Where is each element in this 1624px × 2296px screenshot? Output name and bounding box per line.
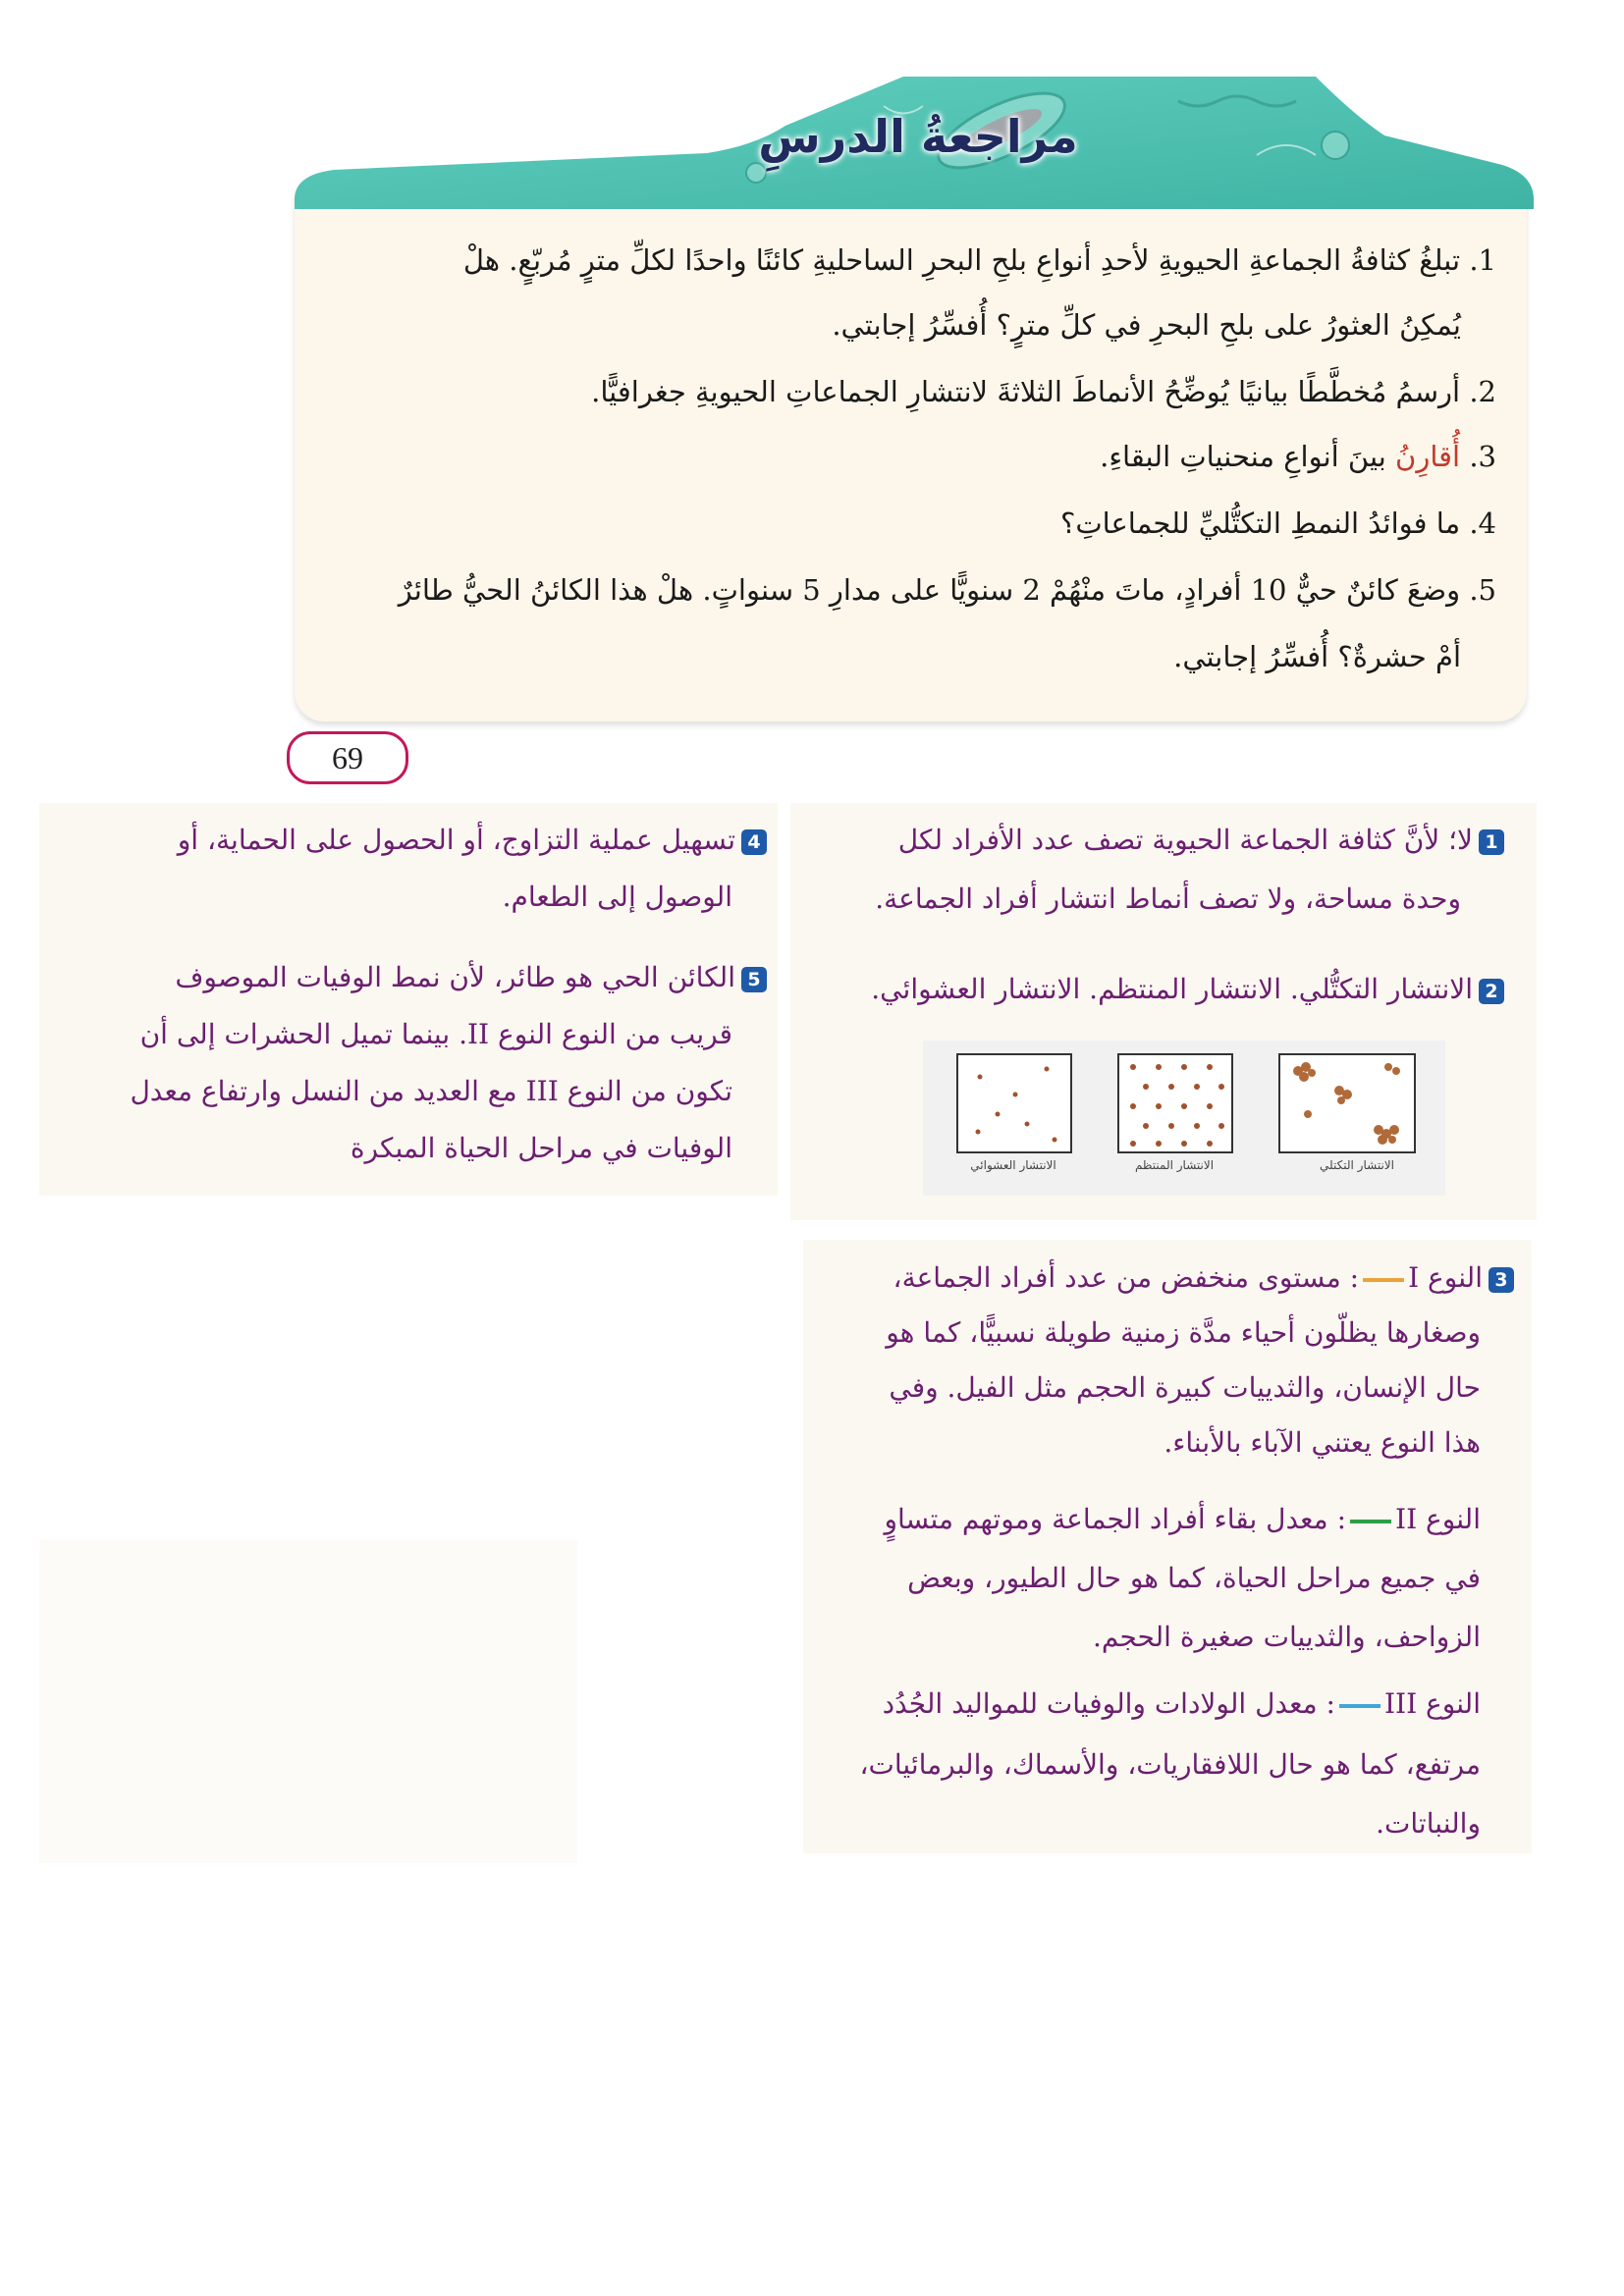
answer-5-line-2: قريب من النوع النوع II. بينما تميل الحشرات إلى أن (139, 1018, 732, 1050)
type-3-line-3: والنباتات. (1376, 1807, 1481, 1840)
answer-3-type-3 (883, 1681, 1481, 1728)
clumped-distribution-box (1278, 1053, 1416, 1153)
answer-4-line-1: تسهيل عملية التزاوج، أو الحصول على الحماية، أو (177, 824, 735, 856)
question-3-number: 3. (1469, 440, 1496, 473)
type-1-line-icon (1363, 1278, 1404, 1282)
answer-5 (175, 954, 767, 1001)
answer-4-badge: 4 (741, 829, 767, 855)
uniform-distribution-box (1117, 1053, 1233, 1153)
answer-5-badge: 5 (741, 967, 767, 992)
blank-panel (39, 1539, 577, 1863)
answer-1-line-1: لا؛ لأنَّ كثافة الجماعة الحيوية تصف عدد الأفراد لكل (897, 824, 1473, 856)
review-title: مراجعةُ الدرسِ (758, 110, 1078, 163)
clumped-label: الانتشار التكتلي (1320, 1158, 1394, 1172)
question-3 (1100, 424, 1496, 489)
type-3-line-icon (1339, 1704, 1380, 1708)
answer-3-type-2 (885, 1496, 1482, 1543)
answer-1 (898, 817, 1504, 864)
type-1-line-2: وصغارها يظلّون أحياء مدَّة زمنية طويلة نسبيًّا، كما هو (886, 1316, 1481, 1349)
question-1-line-1: تبلغُ كثافةُ الجماعةِ الحيويةِ لأحدِ أنواعِ بلحِ البحرِ الساحليةِ كائنًا واحدًا لكلِّ مترٍ مُربّعٍ. هلْ (462, 243, 1461, 277)
random-distribution-box (956, 1053, 1072, 1153)
answer-4 (178, 817, 767, 864)
type-2-line-1: : معدل بقاء أفراد الجماعة وموتهم متساوٍ (884, 1503, 1347, 1535)
uniform-label: الانتشار المنتظم (1134, 1158, 1215, 1172)
question-2-text: أرسمُ مُخطَّطًا بيانيًا يُوضِّحُ الأنماطَ الثلاثةَ لانتشارِ الجماعاتِ الحيويةِ جغرافيًّا. (591, 375, 1461, 408)
question-3-accent: أُقارِنُ (1395, 440, 1461, 473)
random-dots (958, 1055, 1070, 1151)
question-2 (591, 359, 1496, 424)
answer-3-badge: 3 (1489, 1267, 1514, 1293)
type-1-line-3: حال الإنسان، والثدييات كبيرة الحجم مثل الفيل. وفي (889, 1371, 1481, 1404)
question-1-line-2: يُمكِنُ العثورُ على بلحِ البحرِ في كلِّ مترٍ؟ أُفسِّرُ إجابتي. (832, 308, 1461, 342)
answer-2-badge: 2 (1479, 979, 1504, 1004)
answer-1-line-2: وحدة مساحة، ولا تصف أنماط انتشار أفراد الجماعة. (875, 882, 1461, 915)
random-label: الانتشار العشوائي (970, 1158, 1056, 1172)
answer-5-line-4: الوفيات في مراحل الحياة المبكرة (350, 1132, 732, 1164)
type-2-line-2: في جميع مراحل الحياة، كما هو حال الطيور، وبعض (907, 1562, 1481, 1594)
question-1-number: 1. (1469, 243, 1496, 277)
answer-2-text: الانتشار التكتُّلي. الانتشار المنتظم. الانتشار العشوائي. (871, 973, 1473, 1005)
question-2-number: 2. (1469, 375, 1496, 408)
question-5 (399, 558, 1496, 622)
type-1-line-1: : مستوى منخفض من عدد أفراد الجماعة، (893, 1261, 1360, 1294)
answer-1-badge: 1 (1479, 829, 1504, 855)
clumped-dots (1280, 1055, 1414, 1151)
distribution-patterns-figure (923, 1041, 1445, 1196)
answer-4-line-2: الوصول إلى الطعام. (502, 881, 732, 913)
answer-5-line-3: تكون من النوع III مع العديد من النسل وارتفاع معدل (130, 1075, 732, 1107)
type-2-label: النوع II (1395, 1503, 1481, 1535)
answer-3-type-1 (893, 1255, 1514, 1302)
type-3-label: النوع III (1383, 1687, 1481, 1720)
type-3-line-1: : معدل الولادات والوفيات للمواليد الجُدُد (882, 1687, 1335, 1720)
type-2-line-icon (1350, 1520, 1391, 1523)
question-4-number: 4. (1469, 507, 1496, 540)
question-1 (463, 228, 1496, 293)
question-5-line-2: أمْ حشرةٌ؟ أُفسِّرُ إجابتي. (1173, 640, 1461, 673)
page-number: 69 (287, 731, 408, 784)
answer-2 (871, 966, 1504, 1013)
question-3-text: بينَ أنواعِ منحنياتِ البقاءِ. (1100, 440, 1396, 473)
type-2-line-3: الزواحف، والثدييات صغيرة الحجم. (1092, 1621, 1481, 1653)
question-5-line-1: وضعَ كائنٌ حيٌّ 10 أفرادٍ، ماتَ منْهُمْ 2 سنويًّا على مدارِ 5 سنواتٍ. هلْ هذا الكائنُ الحيُّ طائرٌ (398, 573, 1461, 607)
type-3-line-2: مرتفع، كما هو حال اللافقاريات، والأسماك، والبرمائيات، (859, 1748, 1481, 1781)
question-4 (1060, 491, 1496, 556)
question-4-text: ما فوائدُ النمطِ التكتُّليِّ للجماعاتِ؟ (1059, 507, 1461, 540)
uniform-dots (1119, 1055, 1231, 1151)
answer-5-line-1: الكائن الحي هو طائر، لأن نمط الوفيات الموصوف (175, 961, 735, 993)
type-1-label: النوع I (1408, 1261, 1483, 1294)
type-1-line-4: هذا النوع يعتني الآباء بالأبناء. (1164, 1426, 1481, 1459)
question-5-number: 5. (1469, 573, 1496, 607)
